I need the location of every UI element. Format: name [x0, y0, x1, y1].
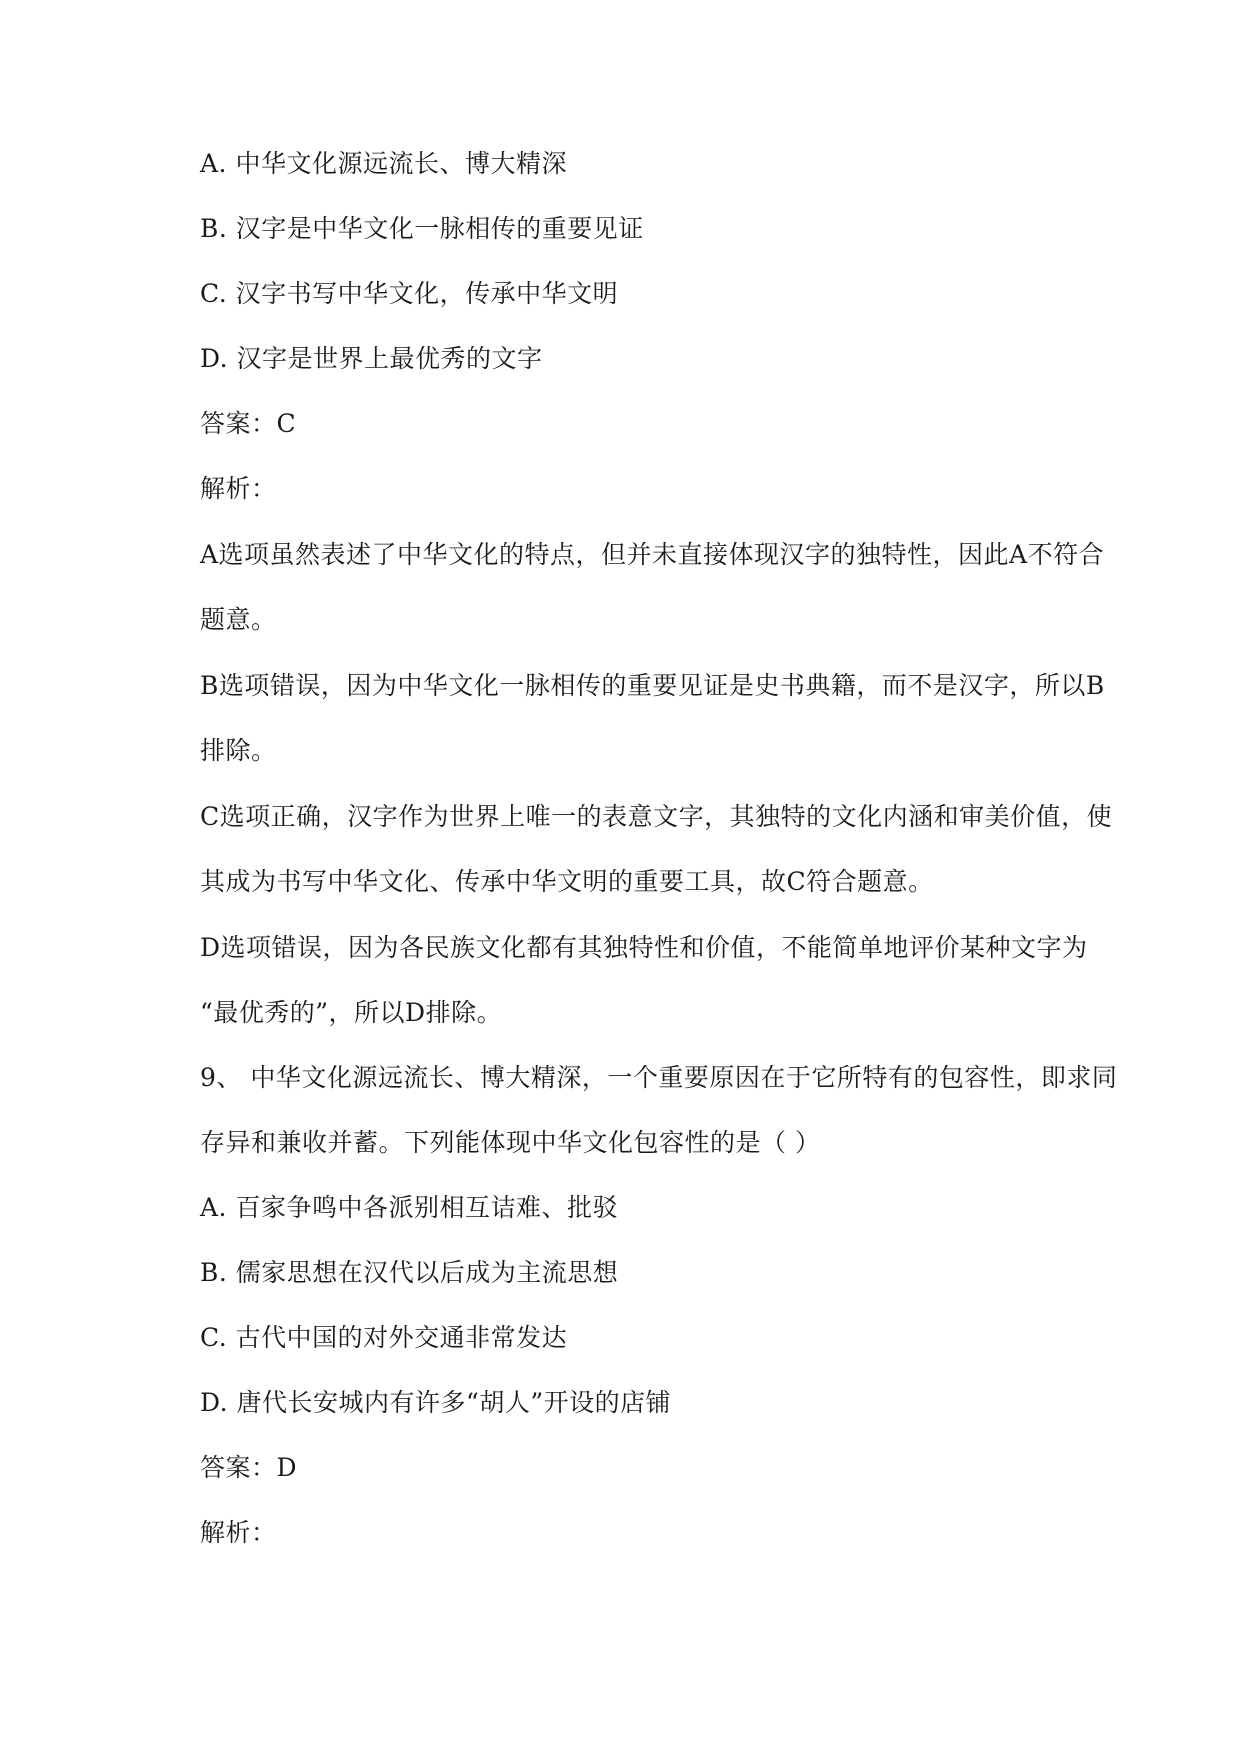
q9-analysis-label: 解析： [200, 1518, 277, 1547]
q8-option-b: B. 汉字是中华文化一脉相传的重要见证 [200, 214, 644, 243]
q8-analysis-c-line1: C选项正确，汉字作为世界上唯一的表意文字，其独特的文化内涵和审美价值，使 [200, 802, 1113, 831]
q8-analysis-d-line2: “最优秀的”，所以D排除。 [200, 998, 503, 1027]
q9-stem-line2: 存异和兼收并蓄。下列能体现中华文化包容性的是（ ） [200, 1128, 821, 1157]
q8-analysis-b-line2: 排除。 [200, 736, 277, 765]
q9-answer: 答案：D [200, 1453, 298, 1482]
q9-stem-line1: 9、 中华文化源远流长、博大精深，一个重要原因在于它所特有的包容性，即求同 [200, 1063, 1118, 1092]
q9-option-d: D. 唐代长安城内有许多“胡人”开设的店铺 [200, 1388, 672, 1417]
q9-option-c: C. 古代中国的对外交通非常发达 [200, 1323, 568, 1352]
q8-option-c: C. 汉字书写中华文化，传承中华文明 [200, 279, 619, 308]
q9-option-a: A. 百家争鸣中各派别相互诘难、批驳 [200, 1193, 618, 1222]
q8-analysis-a-line2: 题意。 [200, 605, 277, 634]
q9-option-b: B. 儒家思想在汉代以后成为主流思想 [200, 1258, 619, 1287]
q8-option-a: A. 中华文化源远流长、博大精深 [200, 149, 567, 178]
q8-analysis-d-line1: D选项错误，因为各民族文化都有其独特性和价值，不能简单地评价某种文字为 [200, 933, 1088, 962]
q8-answer: 答案：C [200, 409, 297, 438]
q8-analysis-c-line2: 其成为书写中华文化、传承中华文明的重要工具，故C符合题意。 [200, 867, 934, 896]
q8-option-d: D. 汉字是世界上最优秀的文字 [200, 344, 543, 373]
q8-analysis-a-line1: A选项虽然表述了中华文化的特点，但并未直接体现汉字的独特性，因此A不符合 [200, 540, 1105, 569]
q8-analysis-b-line1: B选项错误，因为中华文化一脉相传的重要见证是史书典籍，而不是汉字，所以B [200, 671, 1105, 700]
q8-analysis-label: 解析： [200, 474, 277, 503]
